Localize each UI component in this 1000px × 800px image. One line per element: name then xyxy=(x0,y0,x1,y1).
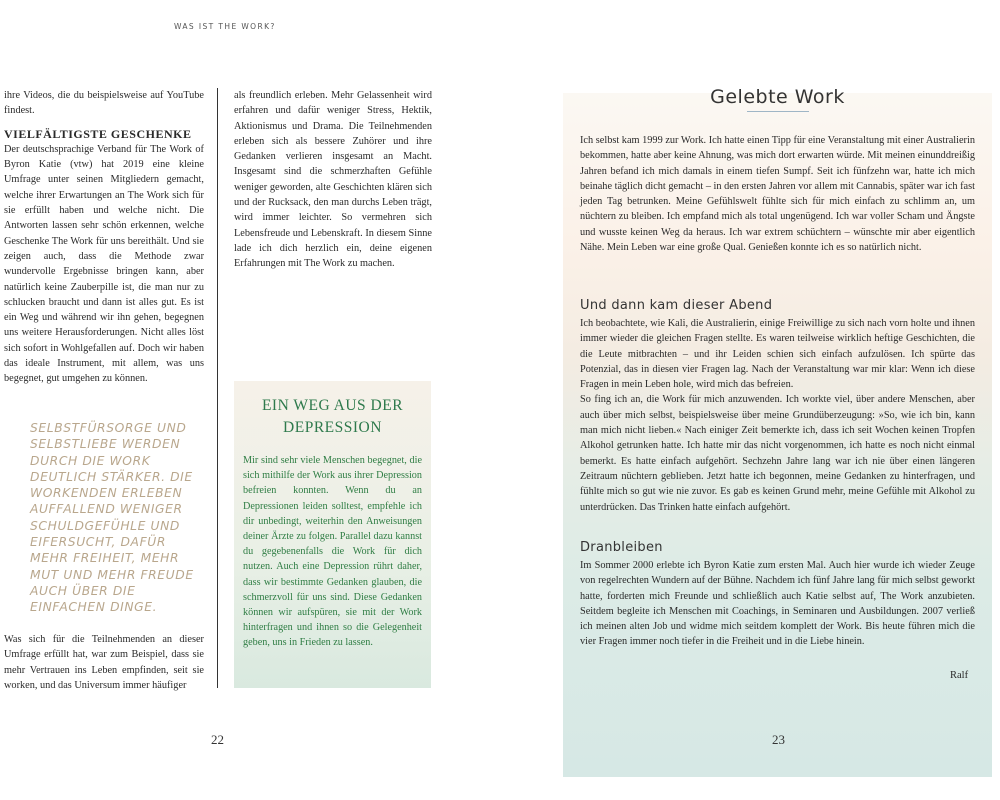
left-column-2 xyxy=(234,88,432,272)
panel-title: Gelebte Work xyxy=(710,86,845,108)
box-title-line-1: EIN WEG AUS DER xyxy=(261,397,404,414)
section1-paragraph-1: Ich beobachtete, wie Kali, die Australierin, einige Freiwillige zu sich nach vorn holte und ihnen immer wieder die gleichen Fragen stellte. Es waren teilweise wirklich heftige Geschichten, die die Leute mitbrachten – und ihr Leiden schien sich einfach aufzulösen. Ich spürte das Potenzial, das in diesen vier Fragen lag. Nach der Veranstaltung war mir klar: Wenn ich diese Fragen in mein Leben hole, wird mich das befreien. xyxy=(580,318,975,391)
section2-paragraph: Im Sommer 2000 erlebte ich Byron Katie zum ersten Mal. Auch hier wurde ich wieder Zeuge von regelrechten Wundern auf der Bühne. Nachdem ich fünf Jahre lang für mich selbst geworkt hatte, forderten mich Freunde und schließlich auch Katie selbst auf, The Work anzubieten. Seitdem begleite ich Menschen mit Coachings, in Seminaren und Ausbildungen. 2007 verließ ich meinen alten Job und widme mich seitdem komplett der Work. Bis heute führen mich die vier Fragen immer noch tiefer in die Freiheit und in die Liebe hinein. xyxy=(580,560,975,648)
section-heading-dranbleiben: Dranbleiben xyxy=(580,540,663,555)
title-underline xyxy=(747,111,809,112)
section2-text xyxy=(580,558,975,650)
section-heading-abend: Und dann kam dieser Abend xyxy=(580,298,773,313)
intro-paragraph: Ich selbst kam 1999 zur Work. Ich hatte einen Tipp für eine Veranstaltung mit einer Australierin bekommen, hatte aber keine Ahnung, was mich dort erwarten würde. Mit meinen einunddreißig Jahren befand ich mich damals in einem tiefen Sumpf. Seit ich fünfzehn war, hatte ich mich beinahe täglich dicht gemacht – in den ersten Jahren vor allem mit Cannabis, später war ich fast jeden Tag betrunken. Meine Gefühlswelt fühlte sich für mich einfach zu schlimm an, um nüchtern zu bleiben. Ich empfand mich als total ungenügend. Ich war voller Scham und Ängste und wusste keinen Weg da heraus. Ich war extrem schüchtern – wünschte mir aber eigentlich Nähe. Mein Leben war eine große Qual. Genießen konnte ich es so natürlich nicht. xyxy=(580,135,975,254)
col1-body-paragraph: Der deutschsprachige Verband für The Work of Byron Katie (vtw) hat 2019 eine kleine Umfrage unter seinen Mitgliedern gemacht, welche ihrer Erwartungen an The Work sich für sie erfüllt haben und welche nicht. Die Antworten lassen sehr schön erkennen, welche Geschenke The Work für uns bereithält. Und sie zeigen auch, dass die Methode zwar wundervolle Ergebnisse bringen kann, aber natürlich keine Zauberpille ist, die man nur zu schlucken braucht und dann ist alles gut. Es ist ein Weg und während wir ihn gehen, begegnen uns weitere Herausforderungen. Nicht alles löst sich sofort in Wohlgefallen auf. Doch wir haben das ideale Instrument, mit allem, was uns begegnet, gut umgehen zu können. xyxy=(4,143,204,385)
left-column-1 xyxy=(4,88,204,387)
col2-body-paragraph: als freundlich erleben. Mehr Gelassenheit wird erfahren und dafür weniger Stress, Hektik, Aktionismus und Drama. Die Teilnehmenden erleben sich als bessere Zuhörer und ihre Gedanken verlieren insgesamt an Macht. Insgesamt sind die schmerzhaften Gefühle weniger geworden, alte Geschichten klären sich und der Rucksack, den man durchs Leben trägt, wird immer leichter. So vermehren sich Lebensfreude und Lebenskraft. In diesem Sinne lade ich dich herzlich ein, deine eigenen Erfahrungen mit The Work zu machen. xyxy=(234,90,432,270)
right-intro xyxy=(580,133,975,255)
section-heading-geschenke: VIELFÄLTIGSTE GESCHENKE xyxy=(4,126,192,141)
box-title-line-2: DEPRESSION xyxy=(283,419,382,436)
depression-sidebar-box xyxy=(234,381,431,688)
left-column-1-end xyxy=(4,632,204,693)
column-divider xyxy=(217,88,218,688)
page-number-left: 22 xyxy=(211,732,224,747)
box-body-text: Mir sind sehr viele Menschen begegnet, die sich mithilfe der Work aus ihrer Depression befreien konnten. Wenn du an Depressionen leiden solltest, empfehle ich dir unbedingt, weiterhin den Anweisungen deiner Ärzte zu folgen. Parallel dazu kannst du gegebenenfalls die Work für dich nutzen. Auch eine Depression rührt daher, dass wir bestimmte Gedanken glauben, die schmerzvoll für uns sind. Diese Gedanken können wir aufspüren, sie mit der Work hinterfragen und ihnen so die Gelegenheit geben, uns in Frieden zu lassen. xyxy=(243,455,422,649)
signature: Ralf xyxy=(950,670,969,681)
col1-intro-paragraph: ihre Videos, die du beispielsweise auf YouTube findest. xyxy=(4,90,204,117)
section1-text xyxy=(580,316,975,515)
section1-paragraph-2: So fing ich an, die Work für mich anzuwenden. Ich workte viel, über andere Menschen, aber auch über mich selbst, beispielsweise über meine Grundüberzeugung: »So, wie ich bin, kann man mich nicht lieben.« Nach einiger Zeit bemerkte ich, dass ich seit Wochen keinen Tropfen Alkohol getrunken hatte. Ich hatte mir das nicht vorgenommen, ich hatte es noch nicht einmal bemerkt. Es hatte einfach aufgehört. Sechzehn Jahre lang war ich nie über einen längeren Zeitraum nüchtern geblieben. Jetzt hatte ich begonnen, meine Gedanken zu hinterfragen, und fühlte mich so gut wie nie zuvor. Es gab es keinen Grund mehr, meine Gefühle mit Alkohol zu unterdrücken. Das Trinken hatte einfach aufgehört. xyxy=(580,394,975,513)
col1-end-paragraph: Was sich für die Teilnehmenden an dieser Umfrage erfüllt hat, war zum Beispiel, dass sie mehr Vertrauen ins Leben empfinden, seit sie worken, und das Universum immer häufiger xyxy=(4,634,204,691)
pull-quote: SELBSTFÜRSORGE UND SELBSTLIEBE WERDEN DURCH DIE WORK DEUTLICH STÄRKER. DIE WORKENDEN ERLEBEN AUFFALLEND WENIGER SCHULDGEFÜHLE UND EIFERSUCHT, DAFÜR MEHR FREIHEIT, MEHR MUT UND MEHR FREUDE AUCH ÜBER DIE EINFACHEN DINGE. xyxy=(30,421,194,615)
page-number-right: 23 xyxy=(772,732,785,747)
box-title xyxy=(234,395,431,439)
running-head: WAS IST THE WORK? xyxy=(174,22,276,31)
